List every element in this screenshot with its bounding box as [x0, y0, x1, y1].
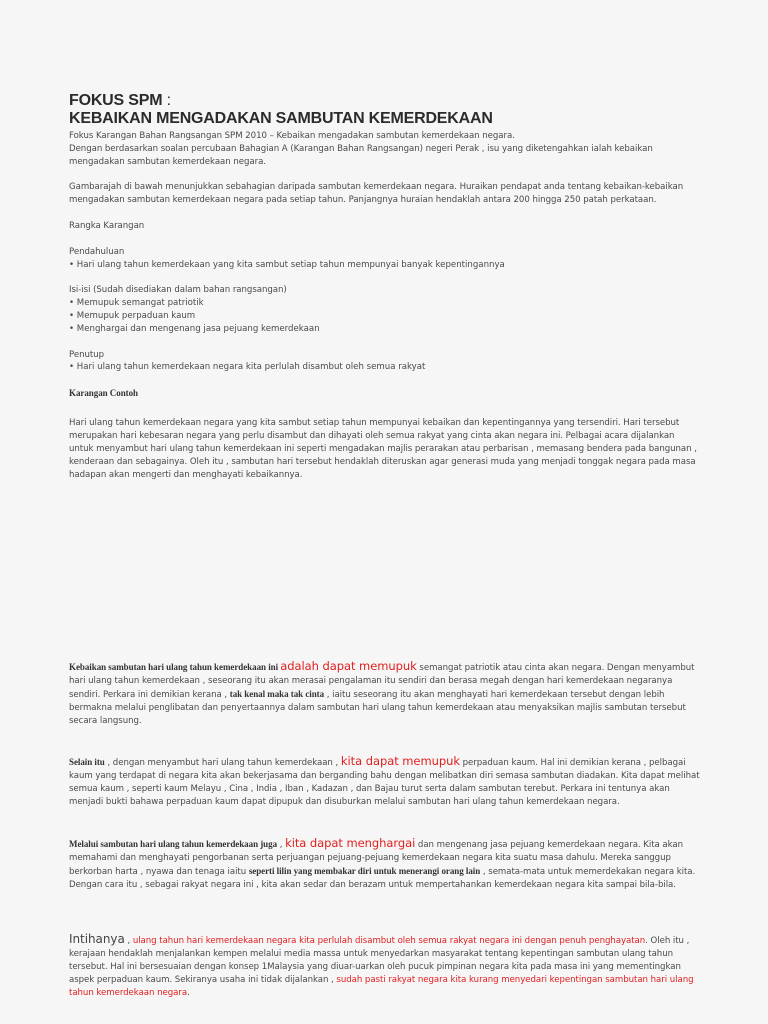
intro-line-2: Dengan berdasarkan soalan percubaan Bahagian A (Karangan Bahan Rangsangan) negeri Perak , isu yang diketengahkan ialah kebaikan mengadakan sambutan kemerdekaan negara.	[69, 143, 653, 167]
para4-red2: sudah pasti rakyat negara kita kurang menyedari kepentingan sambutan hari ulang tahun kemerdekaan negara	[69, 975, 694, 999]
para3-mid: ,	[277, 840, 286, 850]
para3-lead: Melalui sambutan hari ulang tahun kemerdekaan juga	[69, 839, 278, 849]
para1-rest: semangat patriotik atau cinta akan negara. Dengan menyambut hari ulang tahun kemerdekaan , seseorang itu akan merasai pengalaman itu sendiri dan berasa megah dengan hari kemerdekaan negaranya sendiri. Perkara ini demikian kerana ,	[69, 663, 695, 701]
para1-highlight: adalah dapat memupuk	[280, 659, 417, 673]
question-text: Gambarajah di bawah menunjukkan sebahagian daripada sambutan kemerdekaan negara. Huraikan pendapat anda tentang kebaikan-kebaikan mengadakan sambutan kemerdekaan negara pada setiap tahun. Panjangnya huraian hendaklah antara 200 hingga 250 patah perkataan.	[69, 182, 684, 206]
paragraph-penutup	[69, 933, 701, 1000]
list-item: • Memupuk semangat patriotik	[69, 298, 204, 309]
paragraph-perpaduan	[69, 755, 701, 809]
page-title	[69, 92, 701, 128]
list-item: • Hari ulang tahun kemerdekaan yang kita sambut setiap tahun mempunyai banyak kepentingannya	[69, 259, 505, 270]
list-item: • Menghargai dan mengenang jasa pejuang kemerdekaan	[69, 323, 320, 334]
list-item: • Memupuk perpaduan kaum	[69, 310, 196, 321]
paragraph-menghargai	[69, 837, 701, 892]
para3-bold: seperti lilin yang membakar diri untuk menerangi orang lain	[248, 866, 481, 877]
list-item: • Hari ulang tahun kemerdekaan negara kita perlulah disambut oleh semua rakyat	[69, 362, 426, 373]
para4-red1: ulang tahun hari kemerdekaan negara kita perlulah disambut oleh semua rakyat negara ini dengan penuh penghayatan	[132, 936, 646, 946]
para1-bold: tak kenal maka tak cinta	[229, 689, 325, 700]
title-colon: :	[162, 92, 171, 109]
para1-rest2: , iaitu seseorang itu akan menghayati hari kemerdekaan tersebut dengan lebih bermakna melalui penglibatan dan penyertaannya dalam sambutan hari ulang tahun kemerdekaan atau menyaksikan majlis sambutan tersebut secara langsung.	[69, 690, 686, 727]
para3-rest2: , semata-mata untuk memerdekakan negara kita. Dengan cara itu , sebagai rakyat negara ini , kita akan sedar dan berazam untuk mempertahankan kemerdekaan negara kita sampai bila-bila.	[69, 867, 696, 891]
para2-mid: , dengan menyambut hari ulang tahun kemerdekaan ,	[104, 758, 341, 768]
para4-mid: ,	[124, 936, 133, 946]
para3-highlight: kita dapat menghargai	[285, 836, 416, 850]
karangan-contoh-heading: Karangan Contoh	[69, 388, 139, 399]
pendahuluan-list	[69, 259, 701, 272]
para4-end: .	[187, 988, 190, 999]
title-main: FOKUS SPM	[69, 92, 163, 109]
title-line-2: KEBAIKAN MENGADAKAN SAMBUTAN KEMERDEKAAN	[69, 110, 493, 127]
para4-rest: . Oleh itu , kerajaan hendaklah menjalankan kempen melalui media massa untuk menyedarkan masyarakat tentang kepentingan sambutan ulang tahun tersebut. Hal ini bersesuaian dengan konsep 1Malaysia yang diuar-uarkan oleh pucuk pimpinan negara kita pada masa ini yang mementingkan aspek perpaduan kaum. Sekiranya usaha ini tidak dijalankan ,	[69, 936, 690, 986]
opening-paragraph: Hari ulang tahun kemerdekaan negara yang kita sambut setiap tahun mempunyai kebaikan dan kepentingannya yang tersendiri. Hari tersebut merupakan hari kebesaran negara yang perlu disambut dan dihayati oleh semua rakyat yang cinta akan negara ini. Pelbagai acara dijalankan untuk menyambut hari ulang tahun kemerdekaan ini seperti mengadakan majlis perarakan atau perbarisan , memasang bendera pada bangunan , kenderaan dan sebagainya. Oleh itu , sambutan hari tersebut hendaklah diteruskan agar generasi muda yang menjadi tonggak negara pada masa hadapan akan mengerti dan menghayati kebaikannya.	[69, 418, 697, 481]
isi-heading: Isi-isi (Sudah disediakan dalam bahan rangsangan)	[69, 285, 287, 296]
para4-lead: Intihanya	[69, 932, 125, 946]
isi-list	[69, 297, 701, 335]
penutup-list	[69, 361, 701, 374]
pendahuluan-heading: Pendahuluan	[69, 246, 125, 257]
intro-line-1: Fokus Karangan Bahan Rangsangan SPM 2010 – Kebaikan mengadakan sambutan kemerdekaan negara.	[69, 131, 515, 141]
para3-rest: dan mengenang jasa pejuang kemerdekaan negara. Kita akan memahami dan menghayati pengorbanan serta perjuangan pejuang-pejuang kemerdekaan negara kita suatu masa dahulu. Mereka sanggup berkorban harta , nyawa dan tenaga iaitu	[69, 840, 684, 878]
para2-rest: perpaduan kaum. Hal ini demikian kerana , pelbagai kaum yang terdapat di negara kita akan bekerjasama dan berganding bahu dengan melibatkan diri semasa sambutan diadakan. Kita dapat melihat semua kaum , seperti kaum Melayu , Cina , India , Iban , Kadazan , dan Bajau turut serta dalam sambutan terebut. Perkara ini tentunya akan menjadi bukti bahawa perpaduan kaum dapat dipupuk dan disuburkan melalui sambutan hari ulang tahun kemerdekaan negara.	[69, 758, 700, 808]
para1-lead: Kebaikan sambutan hari ulang tahun kemerdekaan ini	[69, 662, 281, 672]
para2-lead: Selain itu	[69, 757, 105, 767]
penutup-heading: Penutup	[69, 349, 104, 360]
rangka-heading: Rangka Karangan	[69, 220, 145, 231]
para2-highlight: kita dapat memupuk	[340, 754, 460, 768]
paragraph-patriotik	[69, 660, 701, 728]
title-line-1	[69, 92, 701, 110]
document-body	[69, 92, 701, 400]
